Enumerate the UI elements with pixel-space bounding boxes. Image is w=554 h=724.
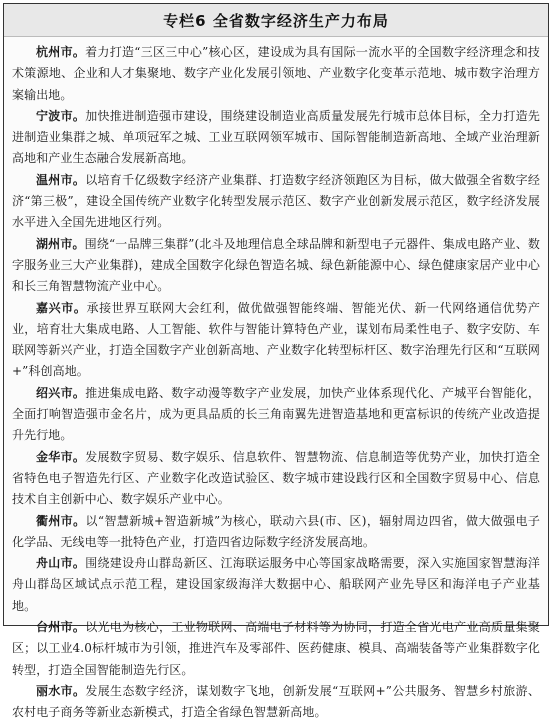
city-description: 围绕建设舟山群岛新区、江海联运服务中心等国家战略需要，深入实施国家智慧海洋舟山群岛区域试点示范工程，建设国家级海洋大数据中心、船联网产业先导区和海洋电子产业基地。 xyxy=(12,556,541,613)
city-description: 推进集成电路、数字动漫等数字产业发展，加快产业体系现代化、产城平台智能化，全面打响智造强市金名片，成为更具品质的长三角南翼先进智造基地和更富标识的传统产业改造提升先行地。 xyxy=(12,385,541,443)
entry-jiaxing xyxy=(12,298,540,383)
box-content xyxy=(12,42,540,724)
city-name: 金华市。 xyxy=(36,449,86,464)
city-description: 加快推进制造强市建设，围绕建设制造业高质量发展先行城市总体目标，全力打造先进制造业集群之城、单项冠军之城、工业互联网领军城市、国际智能制造新高地、全域产业治理新高地和产业生态融合发展新高地。 xyxy=(12,108,541,166)
city-description: 发展数字贸易、数字娱乐、信息软件、智慧物流、信息制造等优势产业，加快打造全省特色电子智造先行区、产业数字化改造试验区、数字城市建设践行区和全国数字贸易中心、信息技术自主创新中心、数字娱乐产业中心。 xyxy=(12,449,541,507)
city-name: 绍兴市。 xyxy=(36,385,86,400)
box-title: 专栏6 全省数字经济生产力布局 xyxy=(163,11,389,30)
city-description: 着力打造“三区三中心”核心区，建设成为具有国际一流水平的全国数字经济理念和技术策源地、企业和人才集聚地、数字产业化发展引领地、产业数字化变革示范地、城市数字治理方案输出地。 xyxy=(12,45,540,102)
city-name: 台州市。 xyxy=(36,620,86,635)
box-title-bar xyxy=(4,4,548,37)
city-name: 湖州市。 xyxy=(36,236,85,251)
city-description: 以光电为核心，工业物联网、高端电子材料等为协同，打造全省光电产业高质量集聚区；以工业4.0标杆城市为引领，推进汽车及零部件、医药健康、模具、高端装备等产业集群数字化转型，打造全国智能制造先行区。 xyxy=(12,620,541,677)
entry-lishui xyxy=(12,681,540,724)
city-name: 舟山市。 xyxy=(36,556,86,571)
entry-quzhou xyxy=(12,511,540,554)
entry-hangzhou xyxy=(12,42,540,106)
city-name: 衢州市。 xyxy=(36,513,86,528)
city-description: 以培育千亿级数字经济产业集群、打造数字经济领跑区为目标，做大做强全省数字经济“第三极”，建设全国传统产业数字化转型发展示范区、数字产业创新发展示范区，数字经济发展水平进入全国先进地区行列。 xyxy=(12,172,541,230)
city-description: 发展生态数字经济，谋划数字飞地，创新发展“互联网+”公共服务、智慧乡村旅游、农村电子商务等新业态新模式，打造全省绿色智慧新高地。 xyxy=(12,683,540,720)
entry-ningbo xyxy=(12,106,540,170)
entry-zhoushan xyxy=(12,553,540,617)
entry-wenzhou xyxy=(12,170,540,234)
entry-taizhou xyxy=(12,617,540,681)
city-name: 温州市。 xyxy=(36,172,86,187)
city-name: 杭州市。 xyxy=(36,45,86,59)
entry-shaoxing xyxy=(12,383,540,447)
city-description: 承接世界互联网大会红利，做优做强智能终端、智能光伏、新一代网络通信优势产业，培育壮大集成电路、人工智能、软件与智能计算特色产业，谋划布局柔性电子、数字安防、车联网等新兴产业，打造全国数字产业创新高地、产业数字化转型标杆区、数字治理先行区和“互联网+”科创高地。 xyxy=(12,300,540,379)
city-description: 以“智慧新城+智造新城”为核心，联动六县(市、区)，辐射周边四省，做大做强电子化学品、无线电等一批特色产业，打造四省边际数字经济发展高地。 xyxy=(12,513,540,549)
entry-huzhou xyxy=(12,234,540,298)
city-description: 围绕“一品牌三集群”(北斗及地理信息全球品牌和新型电子元器件、集成电路产业、数字服务业三大产业集群)，建成全国数字化绿色智造名城、绿色新能源中心、绿色健康家居产业中心和长三角智慧物流产业中心。 xyxy=(12,236,540,294)
city-name: 嘉兴市。 xyxy=(36,300,87,315)
column-box xyxy=(3,3,549,720)
city-name: 丽水市。 xyxy=(36,683,86,698)
entry-jinhua xyxy=(12,447,540,511)
city-name: 宁波市。 xyxy=(36,108,86,123)
